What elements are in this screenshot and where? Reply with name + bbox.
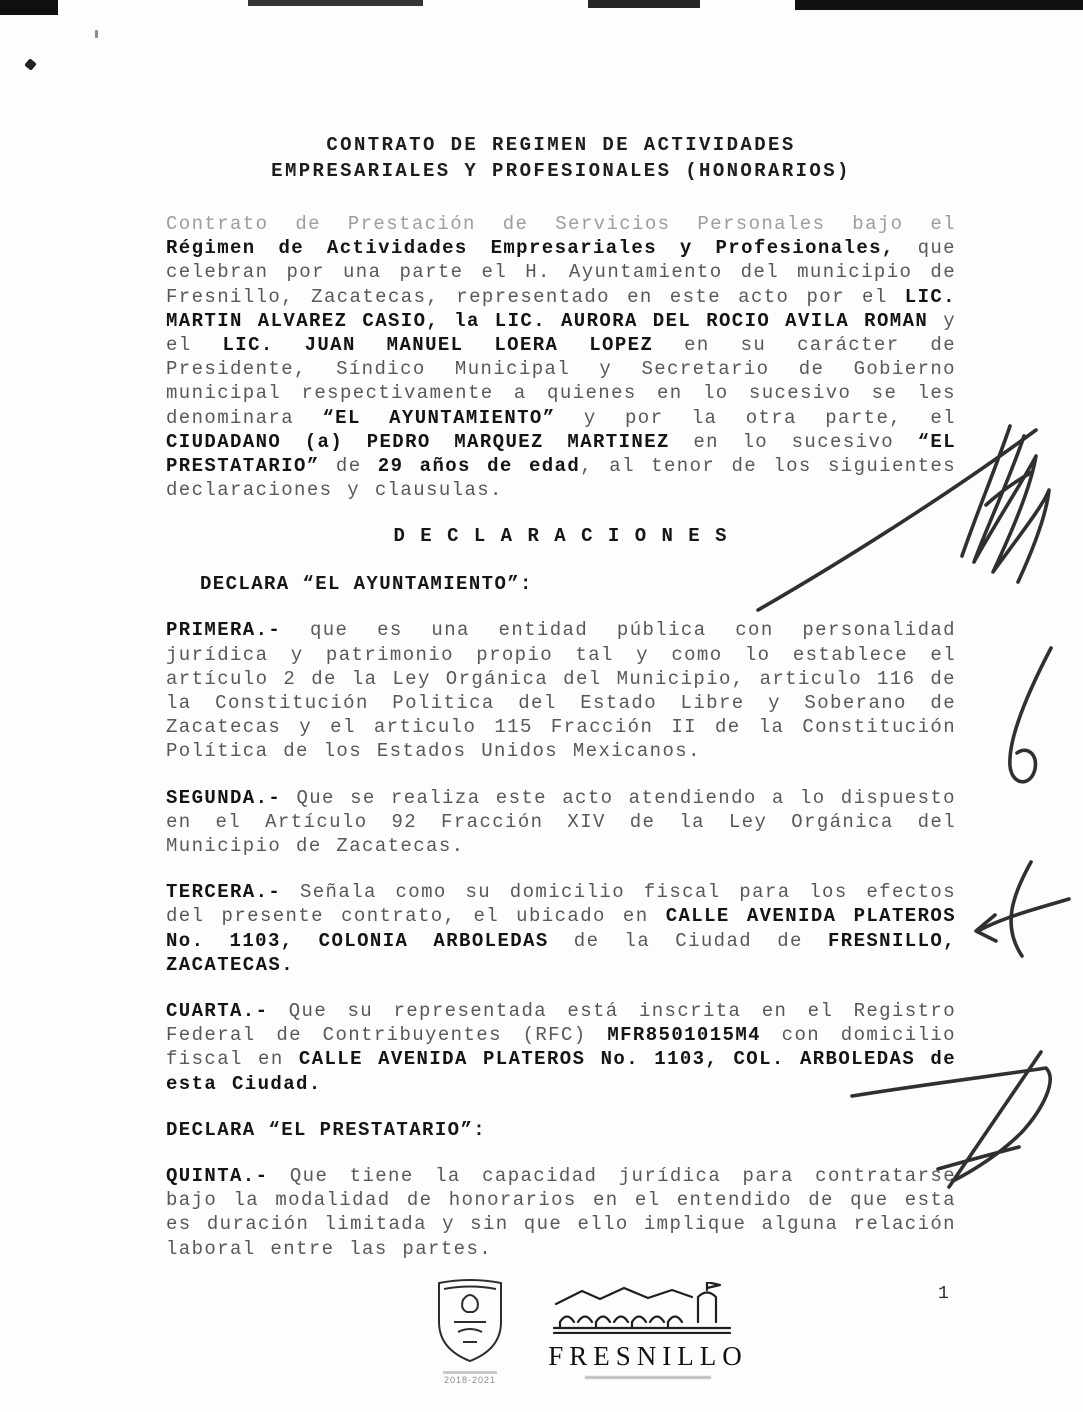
scan-artifact	[248, 0, 423, 6]
scan-artifact	[588, 0, 700, 8]
fresnillo-logo	[540, 1282, 756, 1379]
fresnillo-tagline-blur	[585, 1376, 711, 1379]
scan-artifact	[795, 0, 1083, 10]
signature-mark-3	[976, 862, 1069, 956]
municipal-crest-logo	[428, 1276, 512, 1385]
title-line-1: CONTRATO DE REGIMEN DE ACTIVIDADES	[326, 134, 796, 156]
declara-prestatario-heading: DECLARA “EL PRESTATARIO”:	[166, 1118, 487, 1141]
crest-shield-icon	[430, 1276, 510, 1364]
contract-content	[166, 132, 956, 1283]
pen-mark	[95, 30, 98, 38]
scan-artifact	[0, 0, 58, 15]
clause-primera: PRIMERA.- que es una entidad pública con personalidad jurídica y patrimonio propio tal y como lo establece el artículo 2 de la Ley Orgánica del Municipio, articulo 116 de la Constitución Politica del Estado Libre y Soberano de Zacatecas y el articulo 115 Fracción II de la Constitución Política de los Estados Unidos Mexicanos.	[166, 619, 956, 763]
pen-mark	[24, 58, 37, 71]
declara-ayuntamiento-heading: DECLARA “EL AYUNTAMIENTO”:	[200, 573, 533, 596]
clause-quinta: QUINTA.- Que tiene la capacidad jurídica para contratarse bajo la modalidad de honorarios en el entendido de que esta es duración limitada y sin que ello implique alguna relación laboral entre las partes.	[166, 1164, 956, 1260]
intro-paragraph: Contrato de Prestación de Servicios Personales bajo el Régimen de Actividades Empresariales y Profesionales, que celebran por una parte el H. Ayuntamiento del municipio de Fresnillo, Zacatecas, representado en este acto por el LIC. MARTIN ALVAREZ CASIO, la LIC. AURORA DEL ROCIO AVILA ROMAN y el LIC. JUAN MANUEL LOERA LOPEZ en su carácter de Presidente, Síndico Municipal y Secretario de Gobierno municipal respectivamente a quienes en lo sucesivo se les denominara “EL AYUNTAMIENTO” y por la otra parte, el CIUDADANO (a) PEDRO MARQUEZ MARTINEZ en lo sucesivo “EL PRESTATARIO” de 29 años de edad, al tenor de los siguientes declaraciones y clausulas.	[166, 213, 957, 502]
clause-cuarta: CUARTA.- Que su representada está inscrita en el Registro Federal de Contribuyentes (RFC) MFR8501015M4 con domicilio fiscal en CALLE AVENIDA PLATEROS No. 1103, COL. ARBOLEDAS de esta Ciudad.	[166, 1000, 956, 1095]
document-title	[166, 132, 956, 184]
signature-mark-2	[1010, 648, 1051, 782]
clause-tercera: TERCERA.- Señala como su domicilio fiscal para los efectos del presente contrato, el ubicado en CALLE AVENIDA PLATEROS No. 1103, COLONIA ARBOLEDAS de la Ciudad de FRESNILLO, ZACATECAS.	[166, 881, 956, 976]
fresnillo-wordmark: FRESNILLO	[548, 1341, 748, 1371]
page-number: 1	[938, 1284, 950, 1304]
fresnillo-building-icon	[548, 1282, 748, 1334]
clause-segunda: SEGUNDA.- Que se realiza este acto atendiendo a lo dispuesto en el Artículo 92 Fracción XIV de la Ley Orgánica del Municipio de Zacatecas.	[166, 786, 956, 858]
declarations-heading: D E C L A R A C I O N E S	[393, 525, 729, 548]
crest-motto-blur	[443, 1371, 497, 1374]
title-line-2: EMPRESARIALES Y PROFESIONALES (HONORARIOS)	[271, 160, 851, 182]
crest-caption: 2018-2021	[443, 1375, 497, 1385]
